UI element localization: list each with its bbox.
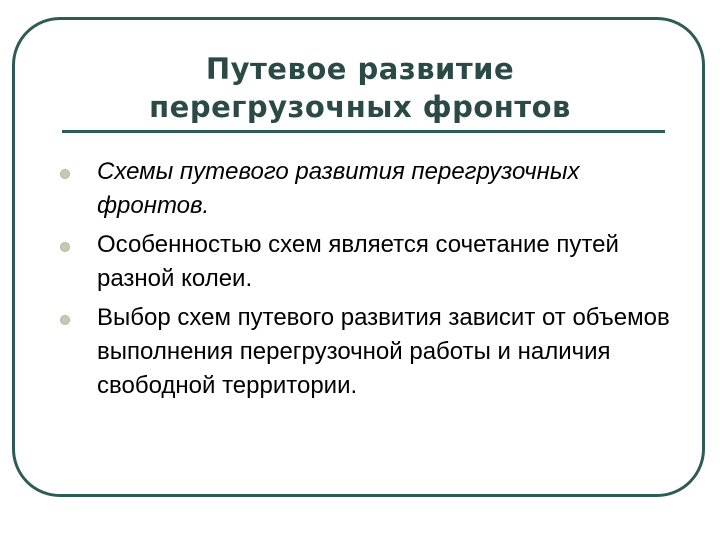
bullet-item-3 bbox=[60, 301, 680, 403]
bullet-dot-icon bbox=[60, 169, 70, 179]
bullet-text-3: Выбор схем путевого развития зависит от объемов выполнения перегрузочной работы и наличия свободной территории. bbox=[97, 304, 670, 399]
title-line-1: Путевое развитие bbox=[205, 52, 515, 86]
bullet-dot-icon bbox=[60, 242, 70, 252]
bullet-item-1 bbox=[60, 155, 680, 223]
bullet-dot-icon bbox=[60, 315, 70, 325]
slide-title bbox=[60, 50, 660, 126]
bullet-text-2: Особенностью схем является сочетание путей разной колеи. bbox=[97, 231, 619, 292]
bullet-list bbox=[60, 155, 680, 408]
title-line-2: перегрузочных фронтов bbox=[149, 90, 571, 124]
title-underline bbox=[62, 130, 665, 133]
bullet-item-2 bbox=[60, 228, 680, 296]
bullet-text-1: Схемы путевого развития перегрузочных фронтов. bbox=[97, 158, 580, 219]
